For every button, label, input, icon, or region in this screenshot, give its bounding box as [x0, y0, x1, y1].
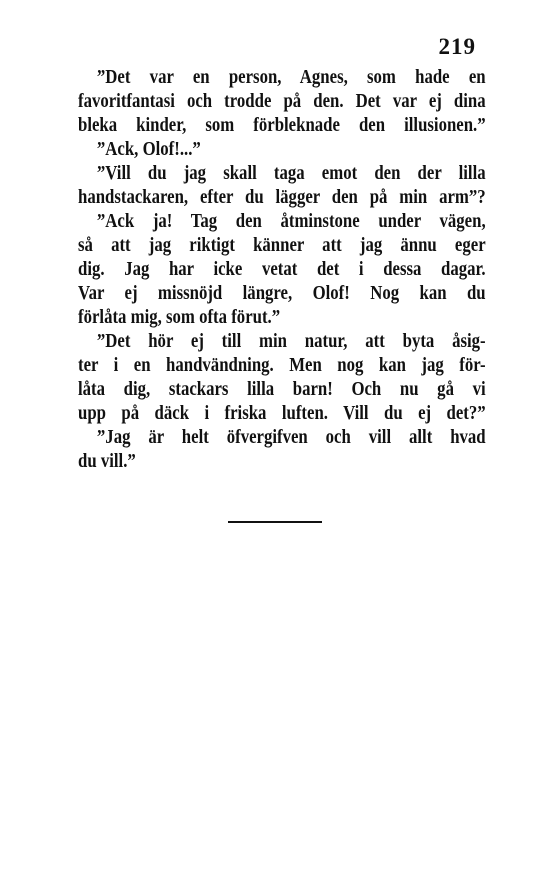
text-line: upp på däck i friska luften. Vill du ej det?” [78, 403, 486, 424]
text-line: ”Jag är helt öfvergifven och vill allt hvad [96, 427, 486, 448]
text-line: ”Ack, Olof!...” [96, 139, 201, 160]
text-line: bleka kinder, som förbleknade den illusionen.” [78, 115, 486, 136]
text-line: Var ej missnöjd längre, Olof! Nog kan du [78, 283, 486, 304]
body-text [78, 66, 486, 474]
section-end-rule [228, 521, 322, 523]
text-line: handstackaren, efter du lägger den på min arm”? [78, 187, 486, 208]
text-line: du vill.” [78, 451, 136, 472]
text-line: ”Ack ja! Tag den åtminstone under vägen, [96, 211, 486, 232]
text-line: ”Det var en person, Agnes, som hade en [96, 67, 486, 88]
text-line: ”Vill du jag skall taga emot den der lilla [96, 163, 486, 184]
text-line: dig. Jag har icke vetat det i dessa dagar. [78, 259, 486, 280]
text-line: låta dig, stackars lilla barn! Och nu gå vi [78, 379, 486, 400]
text-line: ”Det hör ej till min natur, att byta åsig- [96, 331, 486, 352]
text-line: så att jag riktigt känner att jag ännu eger [78, 235, 486, 256]
text-line: ter i en handvändning. Men nog kan jag för- [78, 355, 486, 376]
text-line: favoritfantasi och trodde på den. Det var ej dina [78, 91, 486, 112]
page-number: 219 [438, 34, 476, 59]
text-line: förlåta mig, som ofta förut.” [78, 307, 281, 328]
